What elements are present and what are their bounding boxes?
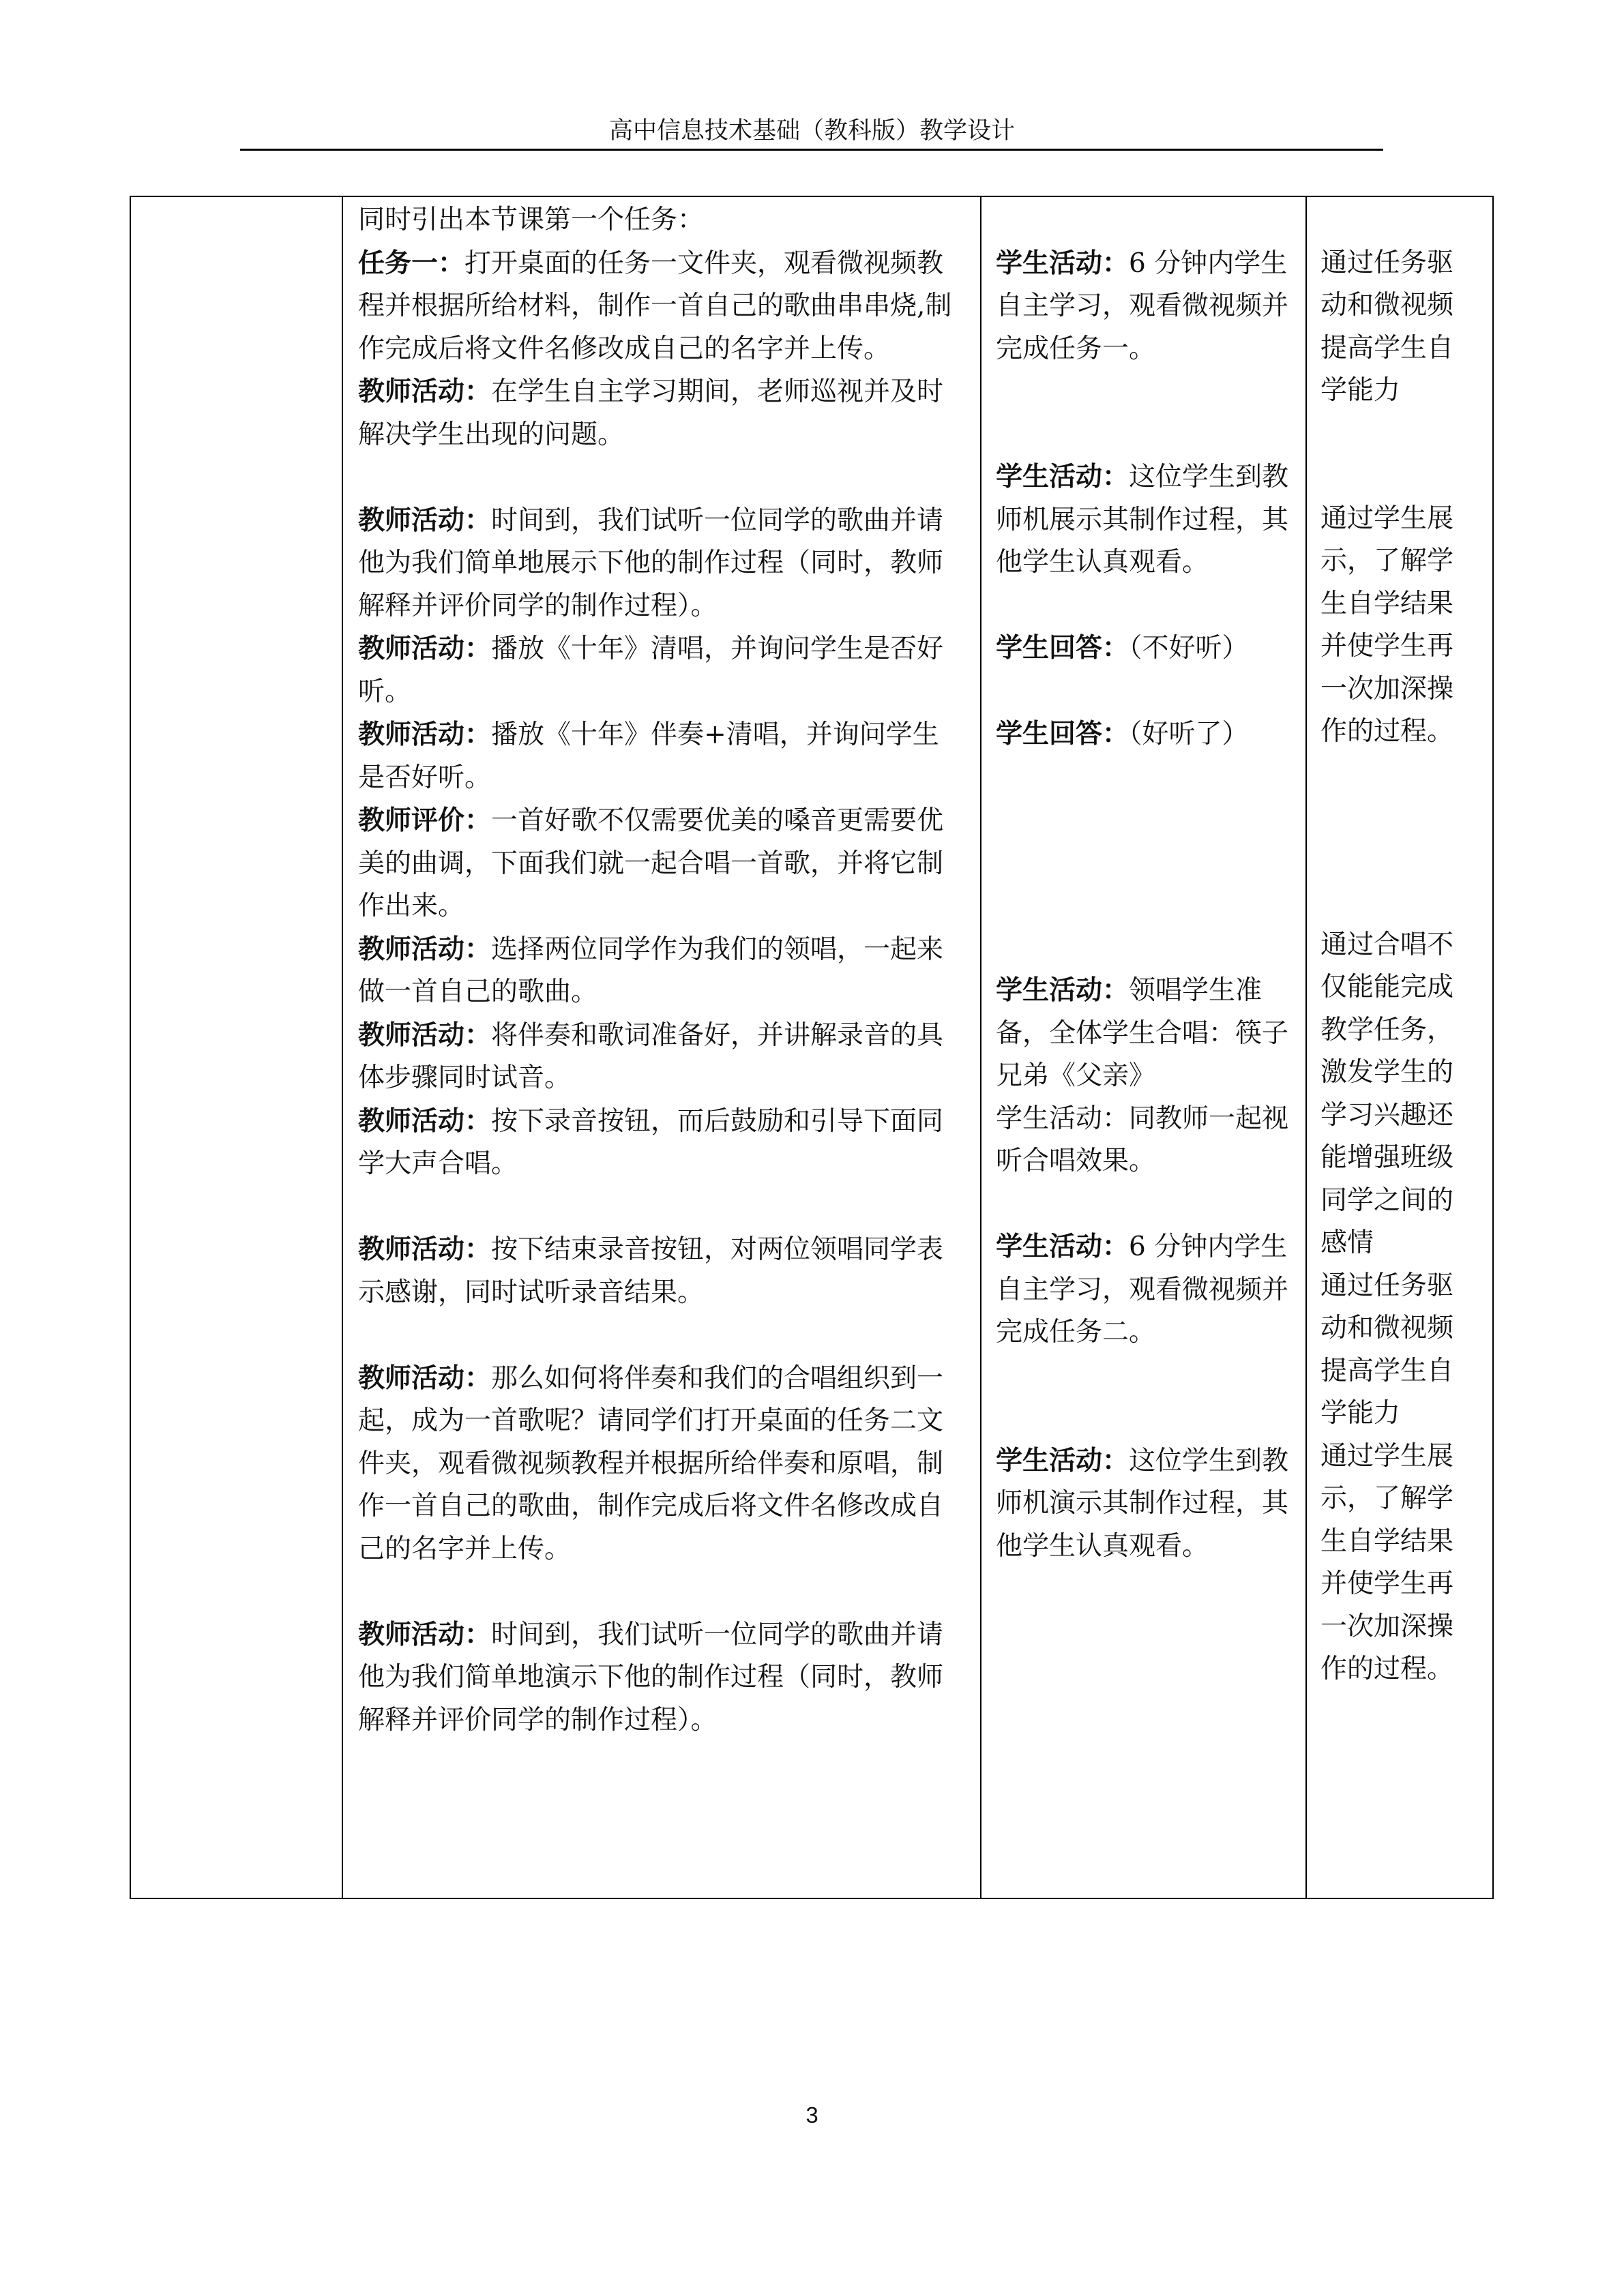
teacher-activity-5-text: 选择两位同学作为我们的领唱，一起来做一首自己的歌曲。 bbox=[358, 934, 944, 1007]
teacher-activity-9 bbox=[358, 1357, 965, 1571]
teacher-evaluation-label: 教师评价： bbox=[358, 805, 492, 836]
student-activity-column bbox=[996, 242, 1293, 1568]
design-intent-4: 通过任务驱动和微视频提高学生自学能力 bbox=[1320, 1270, 1454, 1429]
student-activity-3-text: 领唱学生准备，全体学生合唱：筷子兄弟《父亲》 bbox=[996, 975, 1289, 1091]
student-activity-2 bbox=[996, 456, 1293, 584]
design-intent-5: 通过学生展示，了解学生自学结果并使学生再一次加深操作的过程。 bbox=[1320, 1440, 1454, 1684]
student-answer-1-label: 学生回答： bbox=[996, 632, 1130, 664]
student-activity-3 bbox=[996, 969, 1293, 1098]
student-activity-2-label: 学生活动： bbox=[996, 461, 1130, 492]
student-activity-2-text: 这位学生到教师机展示其制作过程，其他学生认真观看。 bbox=[996, 462, 1289, 578]
page-header-title: 高中信息技术基础（教科版）教学设计 bbox=[608, 117, 1015, 145]
teacher-activity-6-text: 将伴奏和歌词准备好，并讲解录音的具体步骤同时试音。 bbox=[358, 1019, 944, 1093]
teacher-activity-2 bbox=[358, 499, 965, 628]
teacher-activity-3-label: 教师活动： bbox=[358, 633, 492, 664]
design-intent-2: 通过学生展示，了解学生自学结果并使学生再一次加深操作的过程。 bbox=[1320, 503, 1454, 747]
student-activity-4: 学生活动：同教师一起视听合唱效果。 bbox=[996, 1103, 1289, 1176]
teacher-activity-5 bbox=[358, 928, 965, 1014]
teacher-activity-10-text: 时间到，我们试听一位同学的歌曲并请他为我们简单地演示下他的制作过程（同时，教师解释并评价同学的制作过程）。 bbox=[358, 1619, 944, 1735]
student-activity-1-text: 6 分钟内学生自主学习，观看微视频并完成任务一。 bbox=[996, 248, 1289, 364]
student-activity-1 bbox=[996, 242, 1293, 371]
student-activity-5-text: 6 分钟内学生自主学习，观看微视频并完成任务二。 bbox=[996, 1232, 1289, 1347]
teacher-activity-4 bbox=[358, 713, 965, 799]
task-1-text: 打开桌面的任务一文件夹，观看微视频教程并根据所给材料，制作一首自己的歌曲串串烧,制作完成后将文件名修改成自己的名字并上传。 bbox=[358, 248, 952, 364]
teacher-activity-7-label: 教师活动： bbox=[358, 1105, 492, 1137]
teacher-activity-9-text: 那么如何将伴奏和我们的合唱组织到一起，成为一首歌呢？请同学们打开桌面的任务二文件夹，观看微视频教程并根据所给伴奏和原唱，制作一首自己的歌曲，制作完成后将文件名修改成自己的名字并上传。 bbox=[358, 1362, 944, 1564]
teacher-activity-9-label: 教师活动： bbox=[358, 1362, 492, 1394]
teacher-activity-7-text: 按下录音按钮，而后鼓励和引导下面同学大声合唱。 bbox=[358, 1105, 944, 1179]
design-intent-column bbox=[1320, 242, 1477, 1691]
teacher-evaluation bbox=[358, 799, 965, 928]
student-activity-5-label: 学生活动： bbox=[996, 1231, 1130, 1262]
student-activity-6 bbox=[996, 1440, 1293, 1568]
teacher-activity-10-label: 教师活动： bbox=[358, 1618, 492, 1650]
student-activity-6-text: 这位学生到教师机演示其制作过程，其他学生认真观看。 bbox=[996, 1445, 1289, 1562]
student-answer-1 bbox=[996, 627, 1293, 670]
teacher-activity-3-text: 播放《十年》清唱，并询问学生是否好听。 bbox=[358, 633, 944, 707]
teacher-activity-3 bbox=[358, 627, 965, 713]
intro-line: 同时引出本节课第一个任务： bbox=[358, 205, 705, 235]
student-answer-1-text: （不好听） bbox=[1129, 633, 1249, 664]
teacher-activity-8 bbox=[358, 1228, 965, 1314]
teacher-activity-4-text: 播放《十年》伴奏+清唱，并询问学生是否好听。 bbox=[358, 719, 939, 793]
teacher-activity-6-label: 教师活动： bbox=[358, 1019, 492, 1051]
task-1 bbox=[358, 242, 965, 371]
teacher-activity-2-label: 教师活动： bbox=[358, 504, 492, 536]
teacher-activity-5-label: 教师活动： bbox=[358, 933, 492, 965]
teacher-activity-1-label: 教师活动： bbox=[358, 376, 492, 407]
task-1-label: 任务一： bbox=[358, 247, 465, 279]
teaching-content-column bbox=[358, 199, 965, 1742]
student-activity-6-label: 学生活动： bbox=[996, 1444, 1130, 1476]
design-intent-1: 通过任务驱动和微视频提高学生自学能力 bbox=[1320, 247, 1454, 406]
table-divider-2 bbox=[980, 196, 981, 1899]
teacher-evaluation-text: 一首好歌不仅需要优美的嗓音更需要优美的曲调，下面我们就一起合唱一首歌，并将它制作出来。 bbox=[358, 805, 944, 921]
student-activity-3-label: 学生活动： bbox=[996, 974, 1130, 1006]
student-activity-5 bbox=[996, 1225, 1293, 1354]
header-rule bbox=[240, 149, 1383, 151]
teacher-activity-8-text: 按下结束录音按钮，对两位领唱同学表示感谢，同时试听录音结果。 bbox=[358, 1234, 944, 1308]
student-activity-1-label: 学生活动： bbox=[996, 247, 1130, 279]
teacher-activity-8-label: 教师活动： bbox=[358, 1234, 492, 1265]
teacher-activity-10 bbox=[358, 1613, 965, 1742]
student-answer-2-label: 学生回答： bbox=[996, 718, 1130, 749]
teacher-activity-1 bbox=[358, 370, 965, 456]
student-answer-2 bbox=[996, 713, 1293, 756]
teacher-activity-2-text: 时间到，我们试听一位同学的歌曲并请他为我们简单地展示下他的制作过程（同时，教师解释并评价同学的制作过程）。 bbox=[358, 505, 944, 621]
teacher-activity-4-label: 教师活动： bbox=[358, 719, 492, 750]
teacher-activity-7 bbox=[358, 1100, 965, 1186]
design-intent-3: 通过合唱不仅能能完成教学任务，激发学生的学习兴趣还能增强班级同学之间的感情 bbox=[1320, 929, 1454, 1258]
teacher-activity-1-text: 在学生自主学习期间，老师巡视并及时解决学生出现的问题。 bbox=[358, 376, 944, 450]
teacher-activity-6 bbox=[358, 1014, 965, 1100]
page-number: 3 bbox=[806, 2102, 818, 2128]
table-divider-1 bbox=[342, 196, 343, 1899]
student-answer-2-text: （好听了） bbox=[1129, 719, 1249, 749]
table-divider-3 bbox=[1305, 196, 1307, 1899]
